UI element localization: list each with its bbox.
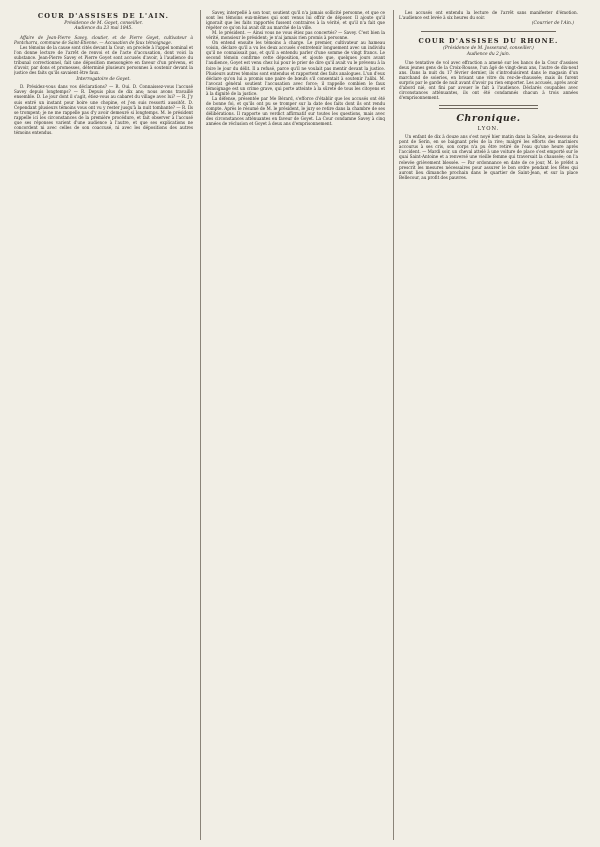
source-signature: (Courrier de l'Ain.) [531,21,574,27]
section-separator [439,105,538,109]
article-paragraph: Savey, interpellé à son tour, soutient qu'il n'a jamais sollicité personne, et que ce sont les témoins eux-mêmes qui sont venus lui offrir de déposer. Il ajoute qu'il ignorait que les faits rapportés fussent contraires à la vérité, et qu'il n'a fait que répéter ce qu'on lui avait dit au marché de la ville. [206,10,385,31]
section-separator [421,31,556,32]
presidency-line: Présidence de M. Goyet, conseiller. [64,21,143,26]
article-paragraph: Les témoins de la cause sont cités devant la Cour; on procède à l'appel nominal et l'on donne lecture de l'arrêt de renvoi et de l'acte d'accusation, dont voici la substance. Jean-Pierre Savey et Pierre Goyet sont accusés d'avoir, à l'audience du tribunal correctionnel, fait une déposition mensongère en faveur d'un prévenu, et d'avoir, par dons et promesses, déterminé plusieurs personnes à soutenir devant la justice des faits qu'ils savaient être faux. [14,44,193,76]
column-3 [399,10,578,840]
presidency-line: (Présidence de M. Josserand, conseiller.) [443,46,534,52]
hearing-date: Audience du 2 juin. [466,51,511,57]
column-1 [14,10,193,840]
section-header: COUR D'ASSISES DE L'AIN. [37,12,170,20]
subheading: Interrogatoire de Goyet. [76,77,131,83]
article-paragraph: On entend ensuite les témoins à charge. Le premier, cultivateur au hameau voisin, déclare qu'il a vu les deux accusés s'entretenir longuement avec un individu qu'il ne connaissait pas, et qu'il a entendu parler d'une somme de vingt francs. Le second témoin confirme cette déposition, et ajoute que, quelques jours avant l'audience, Goyet est venu chez lui pour le prier de dire qu'il avait vu le prévenu à la foire le jour du délit. Il a refusé, parce qu'il ne voulait pas mentir devant la justice. Plusieurs autres témoins sont entendus et rapportent des faits analogues. L'un d'eux déclare qu'on lui a promis une paire de bœufs s'il consentait à soutenir l'alibi. M. l'avocat général soutient l'accusation avec force; il rappelle combien le faux témoignage est un crime grave, qui porte atteinte à la sûreté de tous les citoyens et à la dignité de la justice. [206,40,385,96]
chronicle-title: Chronique. [456,113,521,125]
column-divider [200,10,201,840]
article-paragraph: Une tentative de vol avec effraction a amené sur les bancs de la Cour d'assises deux jeunes gens de la Croix-Rousse, l'un âgé de vingt-deux ans, l'autre de dix-neuf ans. Dans la nuit du 17 février dernier, ils s'introduisirent dans le magasin d'un marchand de soieries, en brisant une vitre du rez-de-chaussée; mais ils furent surpris par le garde de nuit avant d'avoir pu rien emporter. Les accusés, après avoir d'abord nié, ont fini par avouer le fait à l'audience. Déclarés coupables avec circonstances atténuantes, ils ont été condamnés chacun à trois années d'emprisonnement. [399,59,578,101]
newspaper-page [14,10,588,840]
section-header: COUR D'ASSISES DU RHONE. [418,37,559,46]
article-paragraph: La défense, présentée par Me Bérard, s'efforce d'établir que les accusés ont été de bonne foi, et qu'ils ont pu se tromper sur la date des faits dont ils ont rendu compte. Après le résumé de M. le président, le jury se retire dans la chambre de ses délibérations. Il rapporte un verdict affirmatif sur toutes les questions, mais avec des circonstances atténuantes en faveur de Goyet. La Cour condamne Savey à cinq années de réclusion et Goyet à deux ans d'emprisonnement. [206,95,385,127]
hearing-date: Audience du 23 mai 1845. [74,26,133,32]
dialogue-paragraph: M. le président. — Ainsi vous ne vous étiez pas concertés? — Savey. C'est bien la vérité, monsieur le président; je n'ai jamais rien promis à personne. [206,30,385,41]
article-paragraph: Un enfant de dix à douze ans s'est noyé hier matin dans la Saône, au-dessous du pont de Serin, en se baignant près de la rive; malgré les efforts des mariniers accourus à ses cris, son corps n'a pu être retiré de l'eau qu'une heure après l'accident. — Mardi soir, un cheval attelé à une voiture de place s'est emporté sur le quai Saint-Antoine et a renversé une vieille femme qui traversait la chaussée; on l'a relevée grièvement blessée. — Par ordonnance en date de ce jour, M. le préfet a prescrit les mesures nécessaires pour assurer le bon ordre pendant les fêtes qui auront lieu dimanche prochain dans le quartier de Saint-Jean, et sur la place Bellecour, au profit des pauvres. [399,134,578,180]
city-heading: LYON. [477,126,500,133]
column-divider [393,10,394,840]
article-paragraph: D. Présidez-vous dans vos déclarations? — R. Oui. D. Connaissez-vous l'accusé Savey depuis longtemps? — R. Depuis plus de dix ans; nous avons travaillé ensemble. D. Le jour dont il s'agit, étiez-vous au cabaret du village avec lui? — R. J'y suis entré un instant pour boire une chopine, et j'en suis ressorti aussitôt. D. Cependant plusieurs témoins vous ont vu y rester jusqu'à la nuit tombante? — R. Ils se trompent; je ne me rappelle pas d'y avoir demeuré si longtemps. M. le président rappelle ici les circonstances de la première procédure, et fait observer à l'accusé que ses réponses varient d'une audience à l'autre, et que ses explications ne concordent ni avec celles de son coaccusé, ni avec les dépositions des autres témoins entendus. [14,84,193,135]
case-title: Affaire de Jean-Pierre Savey, cloutier, et de Pierre Goyet, cultivateur à Pontcharra, commune de Saint-Étienne. — Accusation de faux témoignage. [14,34,193,45]
article-paragraph: Les accusés ont entendu la lecture de l'arrêt sans manifester d'émotion. L'audience est levée à six heures du soir. [399,10,578,21]
column-2 [206,10,385,840]
